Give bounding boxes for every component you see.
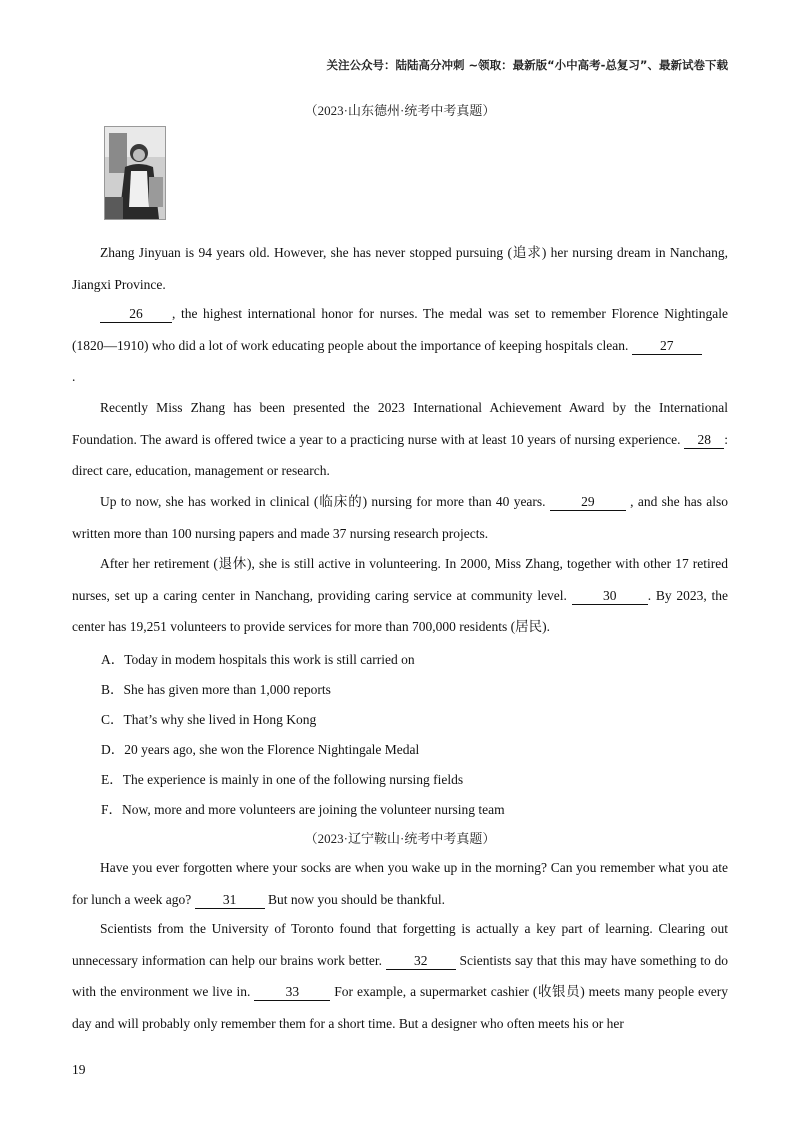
paragraph-7 xyxy=(72,913,728,1039)
paragraph-3-text: Recently Miss Zhang has been presented the 2023 International Achievement Award by the International Foundation. The award is offered twice a year to a practicing nurse with at least 10 years of nursing experience. xyxy=(72,400,728,447)
paragraph-2-end: . xyxy=(72,369,76,384)
option-b: B．She has given more than 1,000 reports xyxy=(101,682,331,697)
paragraph-7-end: For example, a supermarket cashier (收银员) meets many people every day and will probably only remember them for a short time. But a designer who often meets his or her xyxy=(72,984,728,1031)
paragraph-1: Zhang Jinyuan is 94 years old. However, she has never stopped pursuing (追求) her nursing dream in Nanchang, Jiangxi Province. xyxy=(72,245,728,292)
blank-30[interactable]: 30 xyxy=(572,588,648,605)
blank-29[interactable]: 29 xyxy=(550,494,626,511)
paragraph-7-text: Scientists from the University of Toronto found that forgetting is actually a key part of learning. Clearing out unnecessary information can help our brains work better. xyxy=(72,921,728,968)
paragraph-5 xyxy=(72,548,728,643)
paragraph-2-text: , the highest international honor for nurses. The medal was set to remember Florence Nightingale (1820—1910) who did a lot of work educating people about the importance of keeping hospitals clean. xyxy=(72,306,728,353)
paragraph-6-text: Have you ever forgotten where your socks are when you wake up in the morning? Can you remember what you ate for lunch a week ago? xyxy=(72,860,728,907)
paragraph-6-end: But now you should be thankful. xyxy=(264,891,445,907)
blank-28[interactable]: 28 xyxy=(684,432,724,449)
blank-27[interactable]: 27 xyxy=(632,338,702,355)
blank-32[interactable]: 32 xyxy=(386,953,456,970)
source-label-2: （2023·辽宁鞍山·统考中考真题） xyxy=(304,831,496,846)
nurse-photo-image xyxy=(105,127,165,219)
paragraph-7-mid: Scientists say that this may have something to do with the environment we live in. xyxy=(72,952,728,999)
paragraph-5-end: . By 2023, the center has 19,251 volunteers to provide services for more than 700,000 residents (居民). xyxy=(72,587,728,634)
option-e: E．The experience is mainly in one of the following nursing fields xyxy=(101,772,464,787)
blank-33[interactable]: 33 xyxy=(254,984,330,1001)
option-a: A．Today in modem hospitals this work is still carried on xyxy=(101,652,415,667)
blank-31[interactable]: 31 xyxy=(195,892,265,909)
paragraph-3 xyxy=(72,392,728,487)
nurse-photo xyxy=(104,126,166,220)
option-d: D．20 years ago, she won the Florence Nightingale Medal xyxy=(101,742,420,757)
page-number: 19 xyxy=(72,1062,86,1077)
paragraph-6 xyxy=(72,852,728,915)
source-label-1: （2023·山东德州·统考中考真题） xyxy=(304,103,496,118)
paragraph-4-text: Up to now, she has worked in clinical (临床的) nursing for more than 40 years. xyxy=(100,494,550,509)
page-header: 关注公众号：陆陆高分冲刺 ~领取：最新版“小中高考-总复习”、最新试卷下载 xyxy=(326,58,728,72)
paragraph-3-end: : direct care, education, management or research. xyxy=(72,431,728,478)
option-f: F．Now, more and more volunteers are joining the volunteer nursing team xyxy=(101,802,505,817)
paragraph-4-end: , and she has also written more than 100 nursing papers and made 37 nursing research projects. xyxy=(72,494,728,541)
option-c: C．That’s why she lived in Hong Kong xyxy=(101,712,317,727)
paragraph-2 xyxy=(72,298,728,393)
paragraph-5-text: After her retirement (退休), she is still active in volunteering. In 2000, Miss Zhang, together with other 17 retired nurses, set up a caring center in Nanchang, providing caring service at community level. xyxy=(72,556,728,603)
blank-26[interactable]: 26 xyxy=(100,306,172,323)
paragraph-4 xyxy=(72,486,728,549)
